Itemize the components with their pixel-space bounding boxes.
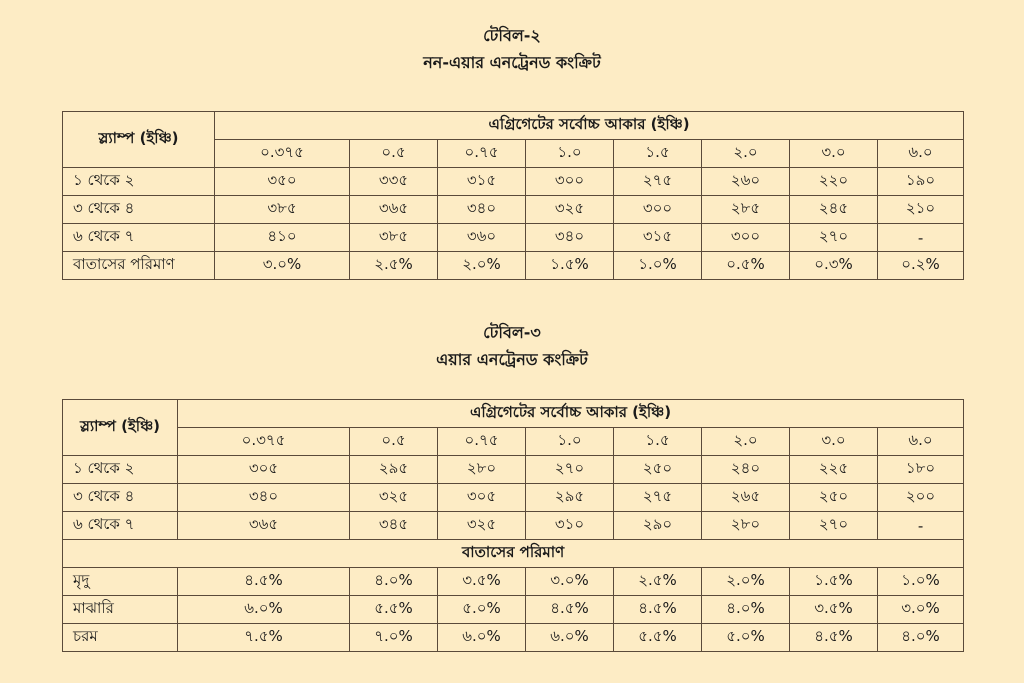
air-content-header-row bbox=[63, 540, 964, 568]
air-row-label: মাঝারি bbox=[63, 596, 178, 624]
table3-caption: টেবিল-৩ bbox=[483, 323, 541, 342]
air-value-cell: ৪.৫% bbox=[178, 568, 350, 596]
size-cell: ০.৩৭৫ bbox=[215, 140, 350, 168]
value-cell: ৩০৫ bbox=[178, 456, 350, 484]
value-cell: ৩২৫ bbox=[438, 512, 526, 540]
value-cell: ৪১০ bbox=[215, 224, 350, 252]
row-label: ৬ থেকে ৭ bbox=[63, 224, 215, 252]
value-cell: ২৬০ bbox=[702, 168, 790, 196]
value-cell: ২৮৫ bbox=[702, 196, 790, 224]
value-cell: ০.২% bbox=[878, 252, 964, 280]
value-cell: ৩১০ bbox=[526, 512, 614, 540]
air-value-cell: ৪.০% bbox=[702, 596, 790, 624]
air-value-cell: ৫.৫% bbox=[614, 624, 702, 652]
air-value-cell: ৩.০% bbox=[526, 568, 614, 596]
air-value-cell: ৬.০% bbox=[438, 624, 526, 652]
air-value-cell: ৬.০% bbox=[526, 624, 614, 652]
value-cell: ২৭৫ bbox=[614, 484, 702, 512]
value-cell: ২০০ bbox=[878, 484, 964, 512]
size-cell: ১.০ bbox=[526, 140, 614, 168]
table2-caption: টেবিল-২ bbox=[483, 26, 541, 45]
header-row bbox=[63, 400, 964, 428]
value-cell: ৩২৫ bbox=[350, 484, 438, 512]
value-cell: ৩৬৫ bbox=[178, 512, 350, 540]
air-value-cell: ৪.০% bbox=[350, 568, 438, 596]
size-row bbox=[63, 428, 964, 456]
value-cell: ০.৫% bbox=[702, 252, 790, 280]
value-cell: ৩০০ bbox=[702, 224, 790, 252]
size-cell: ১.০ bbox=[526, 428, 614, 456]
value-cell: ১.০% bbox=[614, 252, 702, 280]
value-cell: ২৮০ bbox=[438, 456, 526, 484]
value-cell: ২৭০ bbox=[790, 224, 878, 252]
table-row bbox=[63, 196, 964, 224]
value-cell: ২৮০ bbox=[702, 512, 790, 540]
air-value-cell: ৪.৫% bbox=[526, 596, 614, 624]
value-cell: ১.৫% bbox=[526, 252, 614, 280]
value-cell: ৩০৫ bbox=[438, 484, 526, 512]
size-cell: ০.৫ bbox=[350, 140, 438, 168]
size-cell: ৬.০ bbox=[878, 428, 964, 456]
value-cell: ১৮০ bbox=[878, 456, 964, 484]
aggregate-size-header: এগ্রিগেটের সর্বোচ্চ আকার (ইঞ্চি) bbox=[215, 112, 964, 140]
size-cell: ০.৭৫ bbox=[438, 428, 526, 456]
size-cell: ০.৩৭৫ bbox=[178, 428, 350, 456]
value-cell: ৩৩৫ bbox=[350, 168, 438, 196]
row-label: ৬ থেকে ৭ bbox=[63, 512, 178, 540]
value-cell: ২৪০ bbox=[702, 456, 790, 484]
value-cell: ২৬৫ bbox=[702, 484, 790, 512]
value-cell: ২২০ bbox=[790, 168, 878, 196]
table2-subtitle: নন-এয়ার এনট্রেনড কংক্রিট bbox=[423, 53, 601, 72]
table3 bbox=[62, 399, 964, 652]
value-cell: ৩৪৫ bbox=[350, 512, 438, 540]
air-row-label: চরম bbox=[63, 624, 178, 652]
size-cell: ১.৫ bbox=[614, 428, 702, 456]
size-cell: ০.৭৫ bbox=[438, 140, 526, 168]
size-cell: ৬.০ bbox=[878, 140, 964, 168]
air-value-cell: ১.৫% bbox=[790, 568, 878, 596]
value-cell: ৩১৫ bbox=[614, 224, 702, 252]
air-value-cell: ৩.০% bbox=[878, 596, 964, 624]
row-label: ৩ থেকে ৪ bbox=[63, 196, 215, 224]
air-row-label: মৃদু bbox=[63, 568, 178, 596]
table-row bbox=[63, 456, 964, 484]
air-value-cell: ৪.০% bbox=[878, 624, 964, 652]
value-cell: ২৯৫ bbox=[350, 456, 438, 484]
value-cell: ৩১৫ bbox=[438, 168, 526, 196]
value-cell: ২১০ bbox=[878, 196, 964, 224]
value-cell: ৩২৫ bbox=[526, 196, 614, 224]
value-cell: ০.৩% bbox=[790, 252, 878, 280]
air-value-cell: ২.০% bbox=[702, 568, 790, 596]
value-cell: ২৯০ bbox=[614, 512, 702, 540]
value-cell: ২৯৫ bbox=[526, 484, 614, 512]
table3-subtitle: এয়ার এনট্রেনড কংক্রিট bbox=[436, 350, 588, 369]
value-cell: ৩৬৫ bbox=[350, 196, 438, 224]
value-cell: ২৭৫ bbox=[614, 168, 702, 196]
value-cell: ৩৪০ bbox=[438, 196, 526, 224]
row-label: ১ থেকে ২ bbox=[63, 168, 215, 196]
air-value-cell: ৫.৫% bbox=[350, 596, 438, 624]
value-cell: ২.৫% bbox=[350, 252, 438, 280]
air-value-cell: ২.৫% bbox=[614, 568, 702, 596]
air-row bbox=[63, 568, 964, 596]
air-value-cell: ৪.৫% bbox=[614, 596, 702, 624]
air-value-cell: ৫.০% bbox=[438, 596, 526, 624]
value-cell: ২২৫ bbox=[790, 456, 878, 484]
size-cell: ৩.০ bbox=[790, 140, 878, 168]
air-row bbox=[63, 596, 964, 624]
air-value-cell: ৬.০% bbox=[178, 596, 350, 624]
value-cell: ৩০০ bbox=[526, 168, 614, 196]
table-row bbox=[63, 484, 964, 512]
air-value-cell: ৩.৫% bbox=[438, 568, 526, 596]
value-cell: ২৫০ bbox=[790, 484, 878, 512]
size-cell: ২.০ bbox=[702, 140, 790, 168]
air-value-cell: ৭.৫% bbox=[178, 624, 350, 652]
table-row bbox=[63, 252, 964, 280]
value-cell: ২৪৫ bbox=[790, 196, 878, 224]
table-row bbox=[63, 224, 964, 252]
air-content-header: বাতাসের পরিমাণ bbox=[63, 540, 964, 568]
row-label: বাতাসের পরিমাণ bbox=[63, 252, 215, 280]
value-cell: ৩৬০ bbox=[438, 224, 526, 252]
value-cell: - bbox=[878, 224, 964, 252]
air-row bbox=[63, 624, 964, 652]
value-cell: - bbox=[878, 512, 964, 540]
value-cell: ৩৮৫ bbox=[215, 196, 350, 224]
size-cell: ৩.০ bbox=[790, 428, 878, 456]
value-cell: ২.০% bbox=[438, 252, 526, 280]
value-cell: ৩০০ bbox=[614, 196, 702, 224]
slump-header: স্ল্যাম্প (ইঞ্চি) bbox=[63, 112, 215, 168]
size-cell: ২.০ bbox=[702, 428, 790, 456]
row-label: ৩ থেকে ৪ bbox=[63, 484, 178, 512]
air-value-cell: ৫.০% bbox=[702, 624, 790, 652]
value-cell: ৩.০% bbox=[215, 252, 350, 280]
value-cell: ২৫০ bbox=[614, 456, 702, 484]
size-cell: ১.৫ bbox=[614, 140, 702, 168]
table2 bbox=[62, 111, 964, 280]
value-cell: ২৭০ bbox=[526, 456, 614, 484]
table-row bbox=[63, 512, 964, 540]
size-cell: ০.৫ bbox=[350, 428, 438, 456]
aggregate-size-header: এগ্রিগেটের সর্বোচ্চ আকার (ইঞ্চি) bbox=[178, 400, 964, 428]
value-cell: ১৯০ bbox=[878, 168, 964, 196]
table-row bbox=[63, 168, 964, 196]
value-cell: ৩৪০ bbox=[526, 224, 614, 252]
value-cell: ৩৮৫ bbox=[350, 224, 438, 252]
value-cell: ৩৫০ bbox=[215, 168, 350, 196]
value-cell: ২৭০ bbox=[790, 512, 878, 540]
air-value-cell: ৩.৫% bbox=[790, 596, 878, 624]
air-value-cell: ৭.০% bbox=[350, 624, 438, 652]
slump-header: স্ল্যাম্প (ইঞ্চি) bbox=[63, 400, 178, 456]
row-label: ১ থেকে ২ bbox=[63, 456, 178, 484]
air-value-cell: ১.০% bbox=[878, 568, 964, 596]
header-row bbox=[63, 112, 964, 140]
air-value-cell: ৪.৫% bbox=[790, 624, 878, 652]
value-cell: ৩৪০ bbox=[178, 484, 350, 512]
